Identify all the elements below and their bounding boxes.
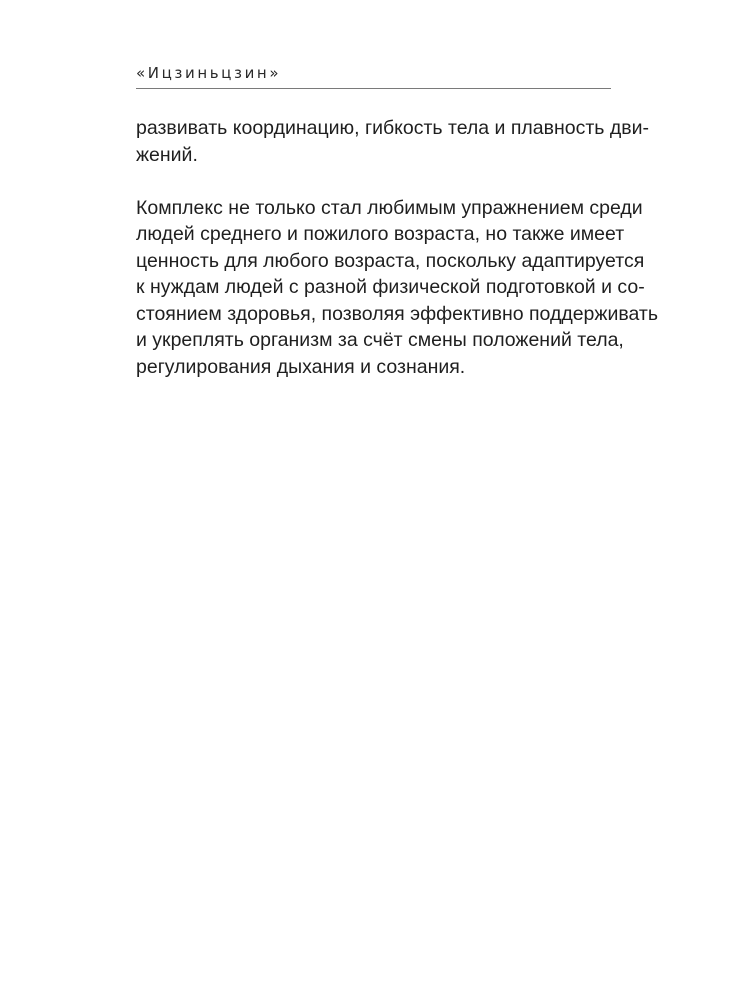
running-header: «Ицзиньцзин» [136,64,282,82]
text-line: Комплекс не только стал любимым упражнением среди [136,196,643,219]
text-line: ценность для любого возраста, поскольку адаптируется [136,249,645,272]
text-line: и укреплять организм за счёт смены положений тела, [136,329,624,351]
paragraph-2 [136,195,658,381]
text-line: к нуждам людей с разной физической подготовкой и со- [136,276,645,298]
header-divider [136,88,611,89]
text-line: людей среднего и пожилого возраста, но также имеет [136,223,625,245]
text-line: регулирования дыхания и сознания. [136,355,466,378]
text-line: стоянием здоровья, позволяя эффективно поддерживать [136,302,658,325]
body-text [136,115,658,380]
text-line: развивать координацию, гибкость тела и плавность дви- [136,117,649,139]
paragraph-1 [136,115,649,168]
text-line: жений. [136,143,198,166]
